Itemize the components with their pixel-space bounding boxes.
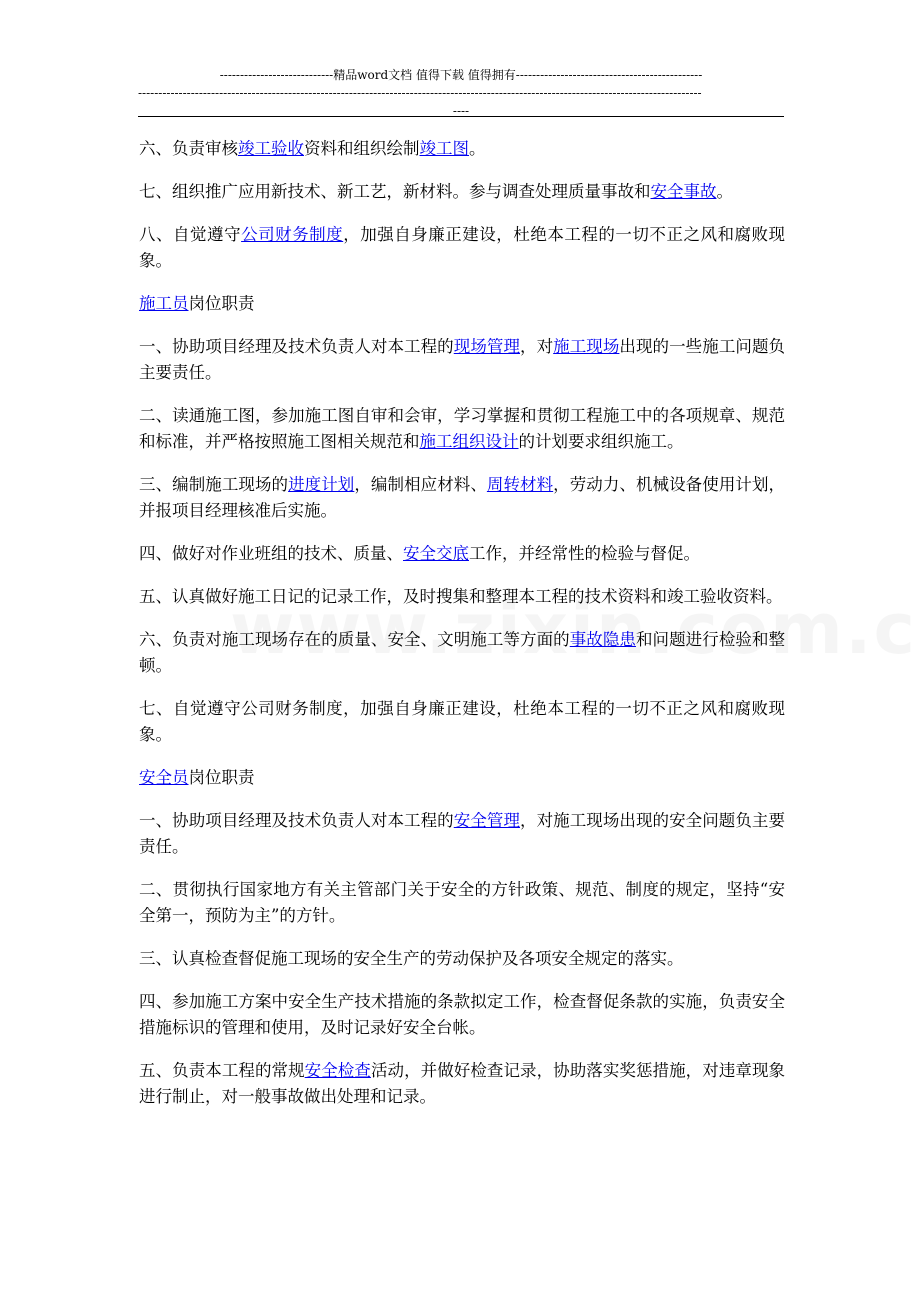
header-line-3: ---- <box>452 104 470 118</box>
inline-link[interactable]: 事故隐患 <box>569 630 636 649</box>
paragraph-text: ，劳动力、机械设备使用计划，并报项目经理核准后实施。 <box>139 475 786 520</box>
paragraph-text: 一、协助项目经理及技术负责人对本工程的 <box>139 337 454 356</box>
inline-link[interactable]: 安全交底 <box>403 544 469 563</box>
paragraph <box>139 877 785 929</box>
paragraph-text: 和问题进行检验和整顿。 <box>139 630 786 675</box>
paragraph-text: ，加强自身廉正建设，杜绝本工程的一切不正之风和腐败现象。 <box>139 225 786 270</box>
paragraph-text: 三、认真检查督促施工现场的安全生产的劳动保护及各项安全规定的落实。 <box>139 949 684 968</box>
paragraph-text: 七、自觉遵守公司财务制度，加强自身廉正建设，杜绝本工程的一切不正之风和腐败现象。 <box>139 699 785 744</box>
inline-link[interactable]: 施工员 <box>139 294 189 313</box>
paragraph-text: 四、参加施工方案中安全生产技术措施的条款拟定工作，检查督促条款的实施，负责安全措施标识的管理和使用，及时记录好安全台帐。 <box>139 992 785 1037</box>
paragraph <box>139 222 785 274</box>
paragraph <box>139 696 785 748</box>
paragraph-text: 四、做好对作业班组的技术、质量、 <box>139 544 403 563</box>
paragraph <box>139 334 785 386</box>
paragraph <box>139 808 785 860</box>
document-body <box>139 136 785 1127</box>
inline-link[interactable]: 安全管理 <box>453 811 521 830</box>
paragraph-text: 活动，并做好检查记录，协助落实奖惩措施，对违章现象进行制止，对一般事故做出处理和记录。 <box>139 1061 786 1106</box>
paragraph-text: ，对施工现场出现的安全问题负主要责任。 <box>139 811 786 856</box>
paragraph-text: 二、读通施工图，参加施工图自审和会审，学习掌握和贯彻工程施工中的各项规章、规范和标准，并严格按照施工图相关规范和 <box>139 406 785 451</box>
paragraph-text: 一、协助项目经理及技术负责人对本工程的 <box>139 811 454 830</box>
paragraph <box>139 627 785 679</box>
inline-link[interactable]: 安全事故 <box>650 182 717 201</box>
inline-link[interactable]: 竣工图 <box>419 139 469 158</box>
inline-link[interactable]: 施工现场 <box>553 337 620 356</box>
inline-link[interactable]: 进度计划 <box>288 475 355 494</box>
paragraph-text: 。 <box>716 182 733 201</box>
inline-link[interactable]: 施工组织设计 <box>419 432 519 451</box>
paragraph <box>139 136 785 162</box>
paragraph-text: 二、贯彻执行国家地方有关主管部门关于安全的方针政策、规范、制度的规定，坚持“安全第一，预防为主”的方针。 <box>139 880 785 925</box>
paragraph-text: 岗位职责 <box>188 294 255 313</box>
paragraph <box>139 989 785 1041</box>
paragraph-text: 工作，并经常性的检验与督促。 <box>469 544 700 563</box>
paragraph <box>139 946 785 972</box>
paragraph-text: 岗位职责 <box>188 768 255 787</box>
paragraph-text: 五、负责本工程的常规 <box>139 1061 305 1080</box>
paragraph <box>139 472 785 524</box>
paragraph <box>139 541 785 567</box>
paragraph-text: 八、自觉遵守 <box>139 225 242 244</box>
paragraph-text: 五、认真做好施工日记的记录工作，及时搜集和整理本工程的技术资料和竣工验收资料。 <box>139 587 783 606</box>
inline-link[interactable]: 安全员 <box>139 768 189 787</box>
header-line-1: ----------------------------精品word文档 值得下载 值得拥有---------------------------------------------- <box>219 68 703 82</box>
paragraph <box>139 403 785 455</box>
inline-link[interactable]: 安全检查 <box>304 1061 371 1080</box>
paragraph <box>139 291 785 317</box>
inline-link[interactable]: 现场管理 <box>453 337 521 356</box>
paragraph-text: 七、组织推广应用新技术、新工艺，新材料。参与调查处理质量事故和 <box>139 182 651 201</box>
paragraph <box>139 179 785 205</box>
inline-link[interactable]: 公司财务制度 <box>241 225 344 244</box>
paragraph <box>139 584 785 610</box>
inline-link[interactable]: 周转材料 <box>486 475 554 494</box>
inline-link[interactable]: 竣工验收 <box>238 139 304 158</box>
paragraph-text: 六、负责对施工现场存在的质量、安全、文明施工等方面的 <box>139 630 570 649</box>
paragraph-text: 资料和组织绘制 <box>304 139 420 158</box>
paragraph-text: 出现的一些施工问题负主要责任。 <box>139 337 786 382</box>
page-header <box>138 66 784 120</box>
paragraph-text: ，编制相应材料、 <box>354 475 487 494</box>
paragraph-text: 六、负责审核 <box>139 139 238 158</box>
paragraph-text: 。 <box>469 139 486 158</box>
paragraph-text: 三、编制施工现场的 <box>139 475 289 494</box>
header-line-2: ------------------------------------------------------------------------------------------------------------------------------------------- <box>138 86 702 100</box>
paragraph <box>139 1058 785 1110</box>
paragraph-text: 的计划要求组织施工。 <box>518 432 684 451</box>
paragraph <box>139 765 785 791</box>
header-rule <box>138 116 784 117</box>
paragraph-text: ，对 <box>520 337 554 356</box>
